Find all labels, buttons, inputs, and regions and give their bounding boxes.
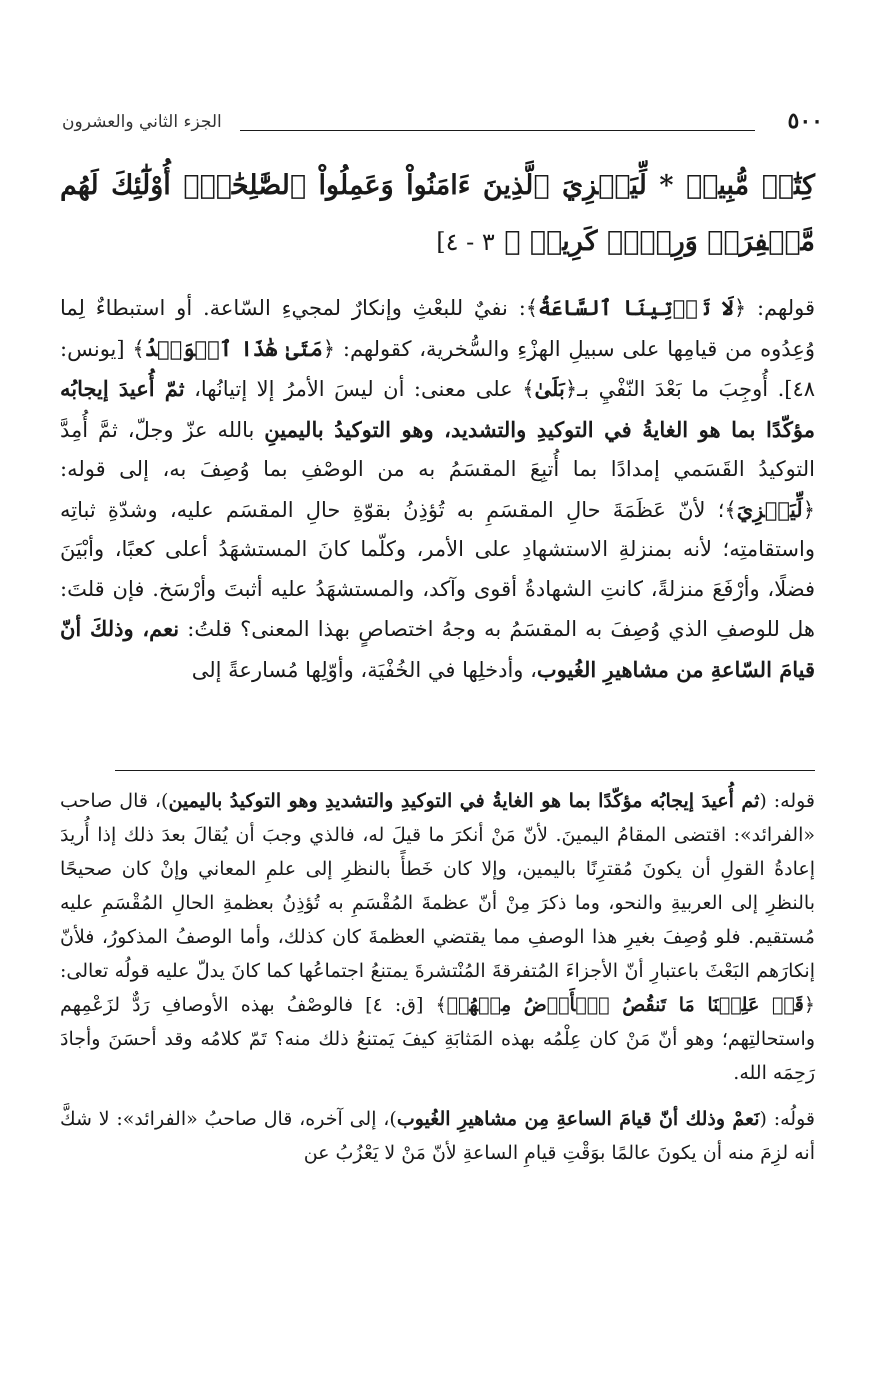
note-text: قوله: ( xyxy=(759,790,816,812)
quoted-verse: قَدۡ عَلِمۡنَا مَا تَنقُصُ ٱلۡأَرۡضُ مِنۡهُمۡ xyxy=(446,994,804,1016)
commentary-text: ﴾ [يونس: ٤٨]. أُوجِبَ ما بَعْدَ النّفْيِ بـ﴿ xyxy=(60,336,815,401)
quoted-verse: لَا تَأۡتِينَا ٱلسَّاعَةُ xyxy=(538,295,734,320)
commentary-text: ، وأدخلِها في الخُفْيَة، وأوّلِها مُسارعةً إلى xyxy=(191,657,537,682)
commentary-text: ﴾: نفيٌ للبعْثِ وإنكارٌ لمجيءِ السّاعة. أو استبطاءٌ لِما وُعِدُوه من قيامِها على سبيلِ الهزْءِ والسُّخرية، كقولهم: ﴿ xyxy=(60,296,815,361)
quran-verse xyxy=(60,158,815,270)
note-lemma: نَعمْ وذلك أنّ قيامَ الساعةِ مِن مشاهيرِ الغُيوب xyxy=(396,1108,760,1130)
running-title: الجزء الثاني والعشرون xyxy=(62,112,222,132)
verse-text: كِتَٰبٖ مُّبِينٖ * لِّيَجۡزِيَ ٱلَّذِينَ ءَامَنُواْ وَعَمِلُواْ ٱلصَّٰلِحَٰتِۚ أُوْلَٰٓئِكَ لَهُم مَّغۡفِرَةٞ وَرِزۡقٞ كَرِيمٞ ﴾ xyxy=(60,170,815,257)
commentary-text: ﴾ على معنى: أن ليسَ الأمرُ إلا إتيانُها، xyxy=(184,377,535,401)
note-text: ﴾ [ق: ٤] فالوصْفُ بهذه الأوصافِ رَدٌّ لزَعْمِهم واستحالتِهم؛ وهو أنّ مَنْ كان عِلْمُه بهذه المَثابَةِ كيفَ يَمتنعُ ذلك منه؟ تَمّ كلامُه وقد أحسَنَ وأجادَ رَحِمَه الله. xyxy=(60,994,815,1084)
page-number: ٥٠٠ xyxy=(787,108,823,134)
bold-phrase: نعم، وذلكَ أنّ قيامَ السّاعةِ من مشاهيرِ الغُيوب xyxy=(60,616,815,682)
commentary-paragraph xyxy=(60,288,815,690)
bold-phrase: ثمّ أُعيدَ إيجابُه مؤكّدًا بما هو الغايةُ في التوكيدِ والتشديد، وهو التوكيدُ باليمينِ xyxy=(60,376,815,442)
footnote-divider xyxy=(115,770,815,771)
quoted-verse: لِّيَجۡزِيَ xyxy=(736,496,803,522)
commentary-text: ﴾؛ لأنّ عَظَمَةَ حالِ المقسَمِ به تُؤذِنُ بقوّةِ حالِ المقسَم عليه، وشدّةِ ثباتِه واستقامتِه؛ لأنه بمنزلةِ الاستشهادِ على الأمر، وكلّما كانَ المستشهَدُ أعلى كعبًا، وأبْيَنَ فضلًا، وأرْفَعَ منزلةً، كانتِ الشهادةُ أقوى وآكد، والمستشهَدُ عليه أثبتَ وأرْسَخ. فإن قلتَ: هل للوصفِ الذي وُصِفَ به المقسَمُ به وجهُ اختصاصٍ بهذا المعنى؟ قلتُ: xyxy=(60,497,815,641)
footnotes xyxy=(60,784,815,1182)
page-header xyxy=(50,108,835,138)
commentary-text: قولهم: ﴿ xyxy=(733,296,815,320)
verse-reference: ٣ - ٤] xyxy=(436,228,495,256)
quoted-verse: مَتَىٰ هَٰذَا ٱلۡوَعۡدُ xyxy=(144,335,323,361)
header-rule xyxy=(240,130,755,131)
footnote xyxy=(60,1102,815,1170)
note-text: قولُه: ( xyxy=(759,1108,815,1130)
footnote xyxy=(60,784,815,1090)
commentary-text: بالله عزّ وجلّ، ثمَّ أُمِدَّ التوكيدُ القَسَمي إمدادًا بما أُتبِعَ المقسَمُ به من الوصْفِ بما وُصِفَ به، إلى قوله: ﴿ xyxy=(60,417,815,522)
note-text: )، قال صاحب «الفرائد»: اقتضى المقامُ اليمينَ. لأنّ مَنْ أنكرَ ما قيلَ له، فالذي وجبَ أن يُقالَ بعدَ ذلك إذا أُريدَ إعادةُ القولِ أن يكونَ مُقترِنًا باليمين، وإلا كان خَطأً بالنظرِ إلى علمِ المعاني وإنْ كان صحيحًا بالنظرِ إلى العربيةِ والنحو، وما ذكرَ مِنْ أنّ عظمةَ المُقْسَمِ به تُؤذِنُ بعظمةِ الحالِ المُقْسَمِ عليه مُستقيم. فلو وُصِفَ بغيرِ هذا الوصفِ مما يقتضي العظمةَ كان كذلك، وأما الوصفُ المذكورُ، فلأنّ إنكارَهم البَعْثَ باعتبارِ أنّ الأجزاءَ المُتفرقةَ المُنْتشرةَ يمتنعُ اجتماعُها كما كانَ يدلّ عليه قولُه تعالى: ﴿ xyxy=(60,790,815,1016)
main-text xyxy=(60,158,815,690)
quoted-verse: بَلَىٰ xyxy=(534,376,565,401)
note-lemma: ثم أُعيدَ إيجابُه مؤكّدًا بما هو الغايةُ في التوكيدِ والتشديدِ وهو التوكيدُ باليمين xyxy=(168,790,760,812)
note-text: )، إلى آخره، قال صاحبُ «الفرائد»: لا شكَّ أنه لزِمَ منه أن يكونَ عالمًا بوَقْتِ قيامِ الساعةِ لأنّ مَنْ لا يَعْزُبُ عن xyxy=(60,1108,815,1164)
